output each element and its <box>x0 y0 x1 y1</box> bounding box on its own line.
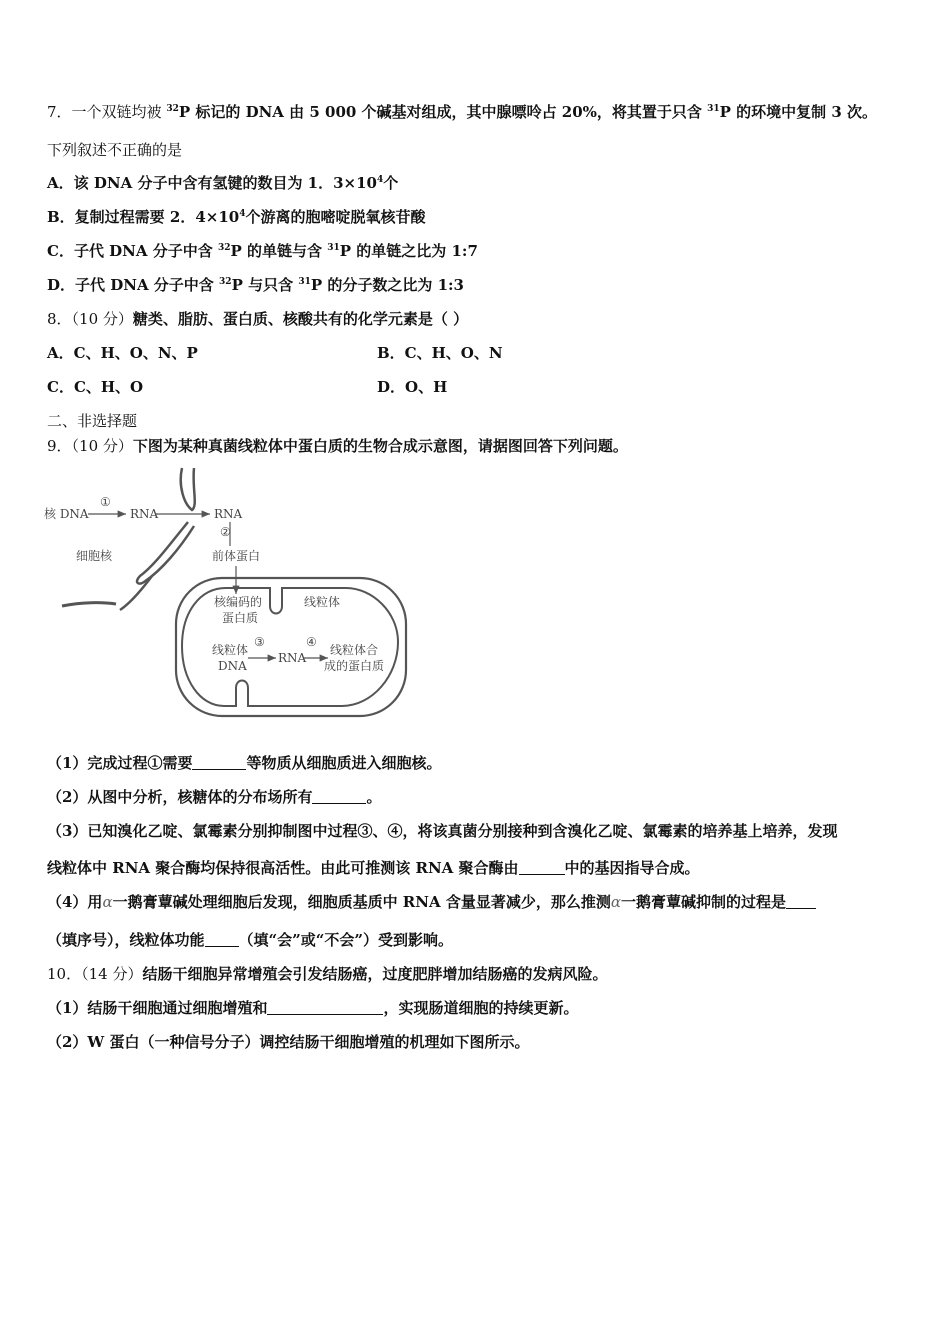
mitochondria-protein-synthesis-diagram <box>42 466 412 724</box>
q9-sub4-line1: （4）用α一鹅膏蕈碱处理细胞后发现，细胞质基质中 RNA 含量显著减少，那么推测α一鹅膏蕈碱抑制的过程是 <box>47 892 816 912</box>
label-nuclear-encoded-protein: 核编码的 <box>214 595 263 609</box>
label-mito-synthesized-protein: 成的蛋白质 <box>324 659 385 673</box>
q9-sub4-line2: （填序号），线粒体功能 （填“会”或“不会”）受到影响。 <box>47 931 454 949</box>
answer-blank[interactable] <box>267 1000 383 1015</box>
answer-blank[interactable] <box>205 932 239 947</box>
nuclear-envelope <box>62 603 116 606</box>
step3-label: ③ <box>254 635 265 649</box>
q8-option-b: B．C、H、O、N <box>377 344 503 362</box>
answer-blank[interactable] <box>312 789 366 804</box>
answer-blank[interactable] <box>519 860 565 875</box>
label-mito-synthesized-protein: 线粒体合 <box>330 643 379 657</box>
step4-label: ④ <box>306 635 317 649</box>
q9-sub2: （2）从图中分析，核糖体的分布场所有 。 <box>47 788 382 806</box>
answer-blank[interactable] <box>192 755 246 770</box>
q10-sub2: （2）W 蛋白（一种信号分子）调控结肠干细胞增殖的机理如下图所示。 <box>47 1033 530 1051</box>
q8-option-d: D．O、H <box>377 378 448 396</box>
q8-options-row1 <box>47 343 907 363</box>
q8-stem: 8．（10 分）糖类、脂肪、蛋白质、核酸共有的化学元素是（ ） <box>47 310 469 328</box>
label-nuclear-dna: 核 DNA <box>44 507 89 521</box>
q7-option-b: B．复制过程需要 2．$4\times 10^4$个游离的胞嘧啶脱氧核苷酸 <box>47 208 426 226</box>
q9-sub3-line2: 线粒体中 RNA 聚合酶均保持很高活性。由此可推测该 RNA 聚合酶由 中的基因指导合成。 <box>47 859 700 877</box>
q10-stem: 10．（14 分）结肠干细胞异常增殖会引发结肠癌，过度肥胖增加结肠癌的发病风险。 <box>47 965 608 983</box>
q8-options-row2 <box>47 377 907 397</box>
q7-option-a: A．该 DNA 分子中含有氢键的数目为 1．$3\times 10^4$个 <box>47 174 399 192</box>
q9-sub3-line1: （3）已知溴化乙啶、氯霉素分别抑制图中过程③、④，将该真菌分别接种到含溴化乙啶、氯霉素的培养基上培养，发现 <box>47 822 838 840</box>
label-rna-1: RNA <box>130 507 159 521</box>
q7-option-d: D．子代 DNA 分子中含 $^{32}$P 与只含 $^{31}$P 的分子数之比为 1:3 <box>47 276 464 294</box>
nuclear-envelope <box>137 522 194 584</box>
q8-option-a: A．C、H、O、N、P <box>47 344 198 362</box>
label-mito-dna: 线粒体 <box>212 643 249 657</box>
q10-sub1: （1）结肠干细胞通过细胞增殖和 ，实现肠道细胞的持续更新。 <box>47 999 579 1017</box>
label-precursor-protein: 前体蛋白 <box>212 549 261 563</box>
label-mitochondrion: 线粒体 <box>304 595 341 609</box>
step2-label: ② <box>220 525 231 539</box>
q9-stem: 9．（10 分）下图为某种真菌线粒体中蛋白质的生物合成示意图，请据图回答下列问题。 <box>47 437 628 455</box>
label-nucleus: 细胞核 <box>76 549 113 563</box>
q7-stem-line2: 下列叙述不正确的是 <box>47 141 183 159</box>
label-nuclear-encoded-protein: 蛋白质 <box>222 611 259 625</box>
label-mito-dna: DNA <box>218 659 247 673</box>
answer-blank[interactable] <box>786 894 816 909</box>
q7-option-c: C．子代 DNA 分子中含 $^{32}$P 的单链与含 $^{31}$P 的单链之比为 1:7 <box>47 242 478 260</box>
label-rna-2: RNA <box>214 507 243 521</box>
q8-option-c: C．C、H、O <box>47 378 144 396</box>
nuclear-envelope <box>181 468 195 510</box>
label-rna-3: RNA <box>278 651 307 665</box>
q7-stem-line1: 7．一个双链均被 $^{32}$P 标记的 DNA 由 5 000 个碱基对组成，其中腺嘌呤占 20%，将其置于只含 $^{31}$P 的环境中复制 3 次。 <box>47 103 878 121</box>
q9-sub1: （1）完成过程①需要 等物质从细胞质进入细胞核。 <box>47 754 442 772</box>
step1-label: ① <box>100 495 111 509</box>
section-heading: 二、非选择题 <box>47 412 138 430</box>
